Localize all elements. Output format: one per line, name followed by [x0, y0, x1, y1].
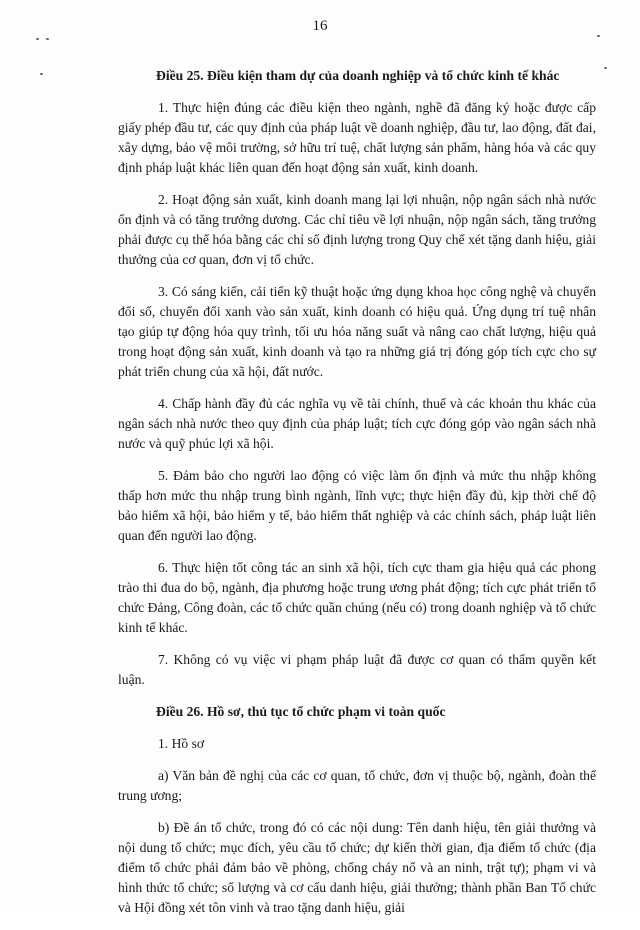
- article-25-paragraph: 5. Đảm bảo cho người lao động có việc làm ổn định và mức thu nhập không thấp hơn mức thu nhập trung bình ngành, lĩnh vực; thực hiện đầy đủ, kịp thời chế độ bảo hiểm xã hội, bảo hiểm y tế, bảo hiểm thất nghiệp và các chính sách, pháp luật liên quan đến người lao động.: [118, 468, 596, 543]
- article-26-item-b: b) Đề án tổ chức, trong đó có các nội dung: Tên danh hiệu, tên giải thưởng và nội dung tổ chức; mục đích, yêu cầu tổ chức; dự kiến thời gian, địa điểm tổ chức (địa điểm tổ chức phải đảm bảo về phòng, chống cháy nổ và an ninh, trật tự); phạm vi và hình thức tổ chức; số lượng và cơ cấu danh hiệu, giải thưởng; thành phần Ban Tổ chức và Hội đồng xét tôn vinh và trao tặng danh hiệu, giải: [118, 820, 596, 915]
- article-25-paragraph: 2. Hoạt động sản xuất, kinh doanh mang lại lợi nhuận, nộp ngân sách nhà nước ổn định và có tăng trưởng dương. Các chỉ tiêu về lợi nhuận, nộp ngân sách, tăng trưởng phải được cụ thể hóa bằng các chỉ số định lượng trong Quy chế xét tặng danh hiệu, giải thưởng của cơ quan, đơn vị tổ chức.: [118, 192, 596, 267]
- document-body: [118, 66, 596, 930]
- page-number: 16: [312, 18, 328, 34]
- scan-mark: [46, 38, 49, 40]
- article-26-heading: Điều 26. Hồ sơ, thủ tục tổ chức phạm vi toàn quốc: [156, 704, 446, 719]
- article-25-paragraph: 1. Thực hiện đúng các điều kiện theo ngành, nghề đã đăng ký hoặc được cấp giấy phép đầu tư, các quy định của pháp luật về doanh nghiệp, đầu tư, lao động, đất đai, xây dựng, bảo vệ môi trường, sở hữu trí tuệ, chất lượng sản phẩm, hàng hóa và các quy định pháp luật khác liên quan đến hoạt động sản xuất, kinh doanh.: [118, 100, 596, 175]
- article-25-paragraph: 4. Chấp hành đầy đủ các nghĩa vụ về tài chính, thuế và các khoản thu khác của ngân sách nhà nước theo quy định của pháp luật; tích cực đóng góp vào ngân sách nhà nước và quỹ phúc lợi xã hội.: [118, 396, 596, 451]
- article-25-heading: Điều 25. Điều kiện tham dự của doanh nghiệp và tổ chức kinh tế khác: [156, 68, 560, 83]
- article-26-item-a: a) Văn bản đề nghị của các cơ quan, tổ chức, đơn vị thuộc bộ, ngành, đoàn thể trung ương;: [118, 768, 596, 803]
- scan-mark: [597, 35, 600, 37]
- article-25-paragraph: 7. Không có vụ việc vi phạm pháp luật đã được cơ quan có thẩm quyền kết luận.: [118, 652, 596, 687]
- article-25-paragraph: 6. Thực hiện tốt công tác an sinh xã hội, tích cực tham gia hiệu quả các phong trào thi đua do bộ, ngành, địa phương hoặc trung ương phát động; tích cực phát triển tổ chức Đảng, Công đoàn, các tổ chức quần chúng (nếu có) trong doanh nghiệp và tổ chức kinh tế khác.: [118, 560, 596, 635]
- article-25-paragraph: 3. Có sáng kiến, cải tiến kỹ thuật hoặc ứng dụng khoa học công nghệ và chuyển đổi số, chuyển đổi xanh vào sản xuất, kinh doanh có hiệu quả. Ứng dụng trí tuệ nhân tạo giúp tự động hóa quy trình, tối ưu hóa năng suất và nâng cao chất lượng, hiệu quả trong hoạt động sản xuất, kinh doanh và tạo ra những giá trị đóng góp tích cực cho sự phát triển chung của xã hội, đất nước.: [118, 284, 596, 379]
- scan-mark: [40, 73, 43, 75]
- article-26-item-1: 1. Hồ sơ: [158, 736, 205, 751]
- scan-mark: [36, 38, 39, 40]
- scan-mark: [604, 67, 607, 69]
